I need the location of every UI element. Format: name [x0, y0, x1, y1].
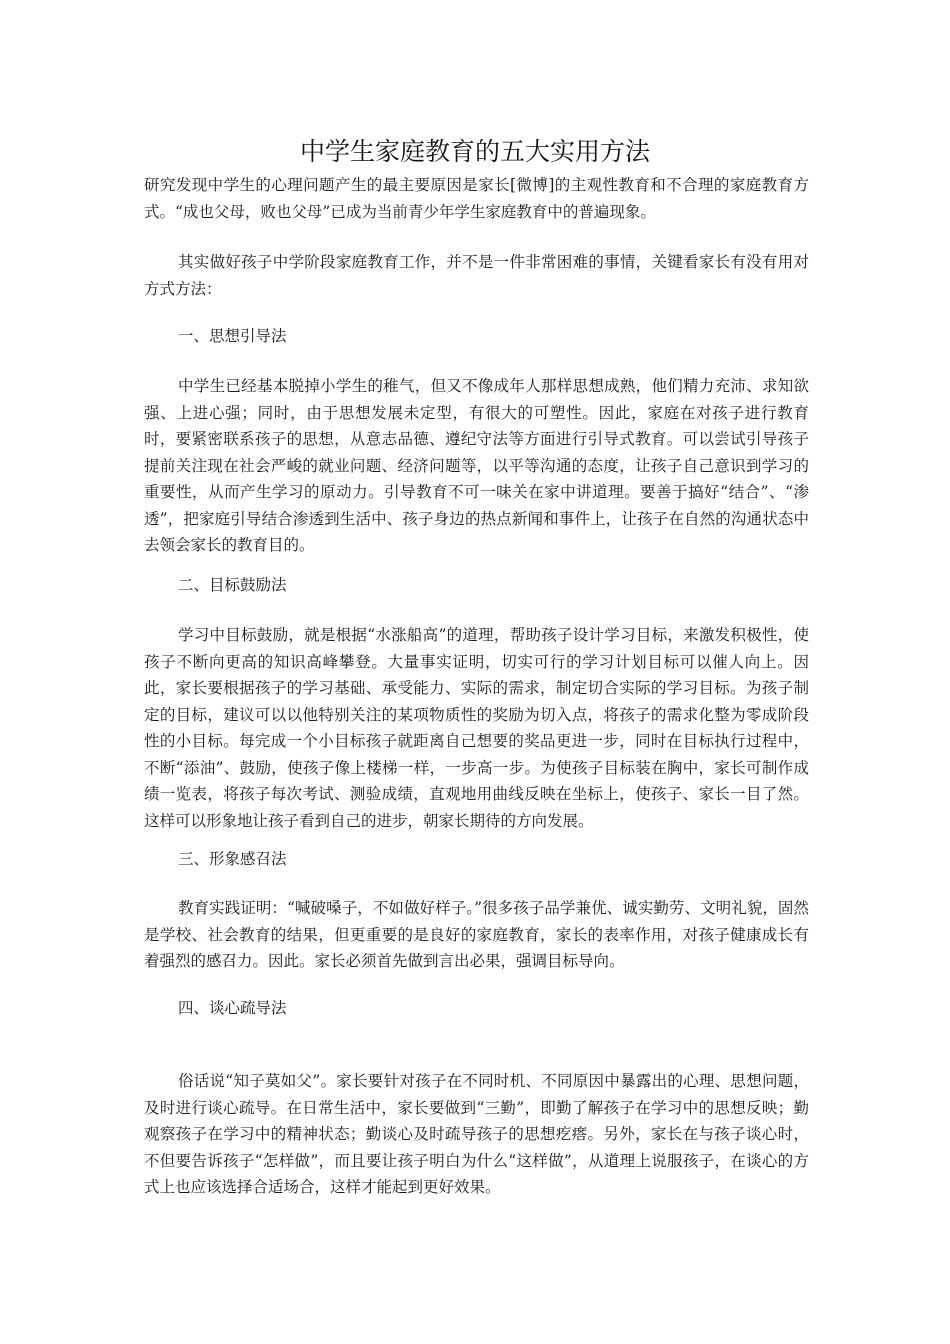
section-4-body: 俗话说“知子莫如父”。家长要针对孩子在不同时机、不同原因中暴露出的心理、思想问题，及时进行谈心疏导。在日常生活中，家长要做到“三勤”，即勤了解孩子在学习中的思想反映；勤观察孩子在学习中的精神状态；勤谈心及时疏导孩子的思想疙瘩。另外，家长在与孩子谈心时，不但要告诉孩子“怎样做”，而且要让孩子明白为什么“这样做”，从道理上说服孩子，在谈心的方式上也应该选择合适场合，这样才能起到更好效果。	[144, 1072, 809, 1196]
document-title: 中学生家庭教育的五大实用方法	[299, 137, 650, 166]
section-1-body: 中学生已经基本脱掉小学生的稚气，但又不像成年人那样思想成熟，他们精力充沛、求知欲强、上进心强；同时，由于思想发展未定型，有很大的可塑性。因此，家庭在对孩子进行教育时，要紧密联系孩子的思想，从意志品德、遵纪守法等方面进行引导式教育。可以尝试引导孩子提前关注现在社会严峻的就业问题、经济问题等，以平等沟通的态度，让孩子自己意识到学习的重要性，从而产生学习的原动力。引导教育不可一味关在家中讲道理。要善于搞好“结合”、“渗透”，把家庭引导结合渗透到生活中、孩子身边的热点新闻和事件上，让孩子在自然的沟通状态中去领会家长的教育目的。	[144, 377, 809, 554]
section-2-heading: 二、目标鼓励法	[178, 576, 287, 594]
section-3-heading: 三、形象感召法	[178, 850, 287, 868]
section-4-heading: 四、谈心疏导法	[178, 999, 287, 1017]
section-1-heading: 一、思想引导法	[178, 327, 287, 345]
lead-paragraph: 其实做好孩子中学阶段家庭教育工作，并不是一件非常困难的事情，关键看家长有没有用对方式方法：	[144, 253, 809, 298]
intro-paragraph: 研究发现中学生的心理问题产生的最主要原因是家长[微博]的主观性教育和不合理的家庭教育方式。“成也父母，败也父母”已成为当前青少年学生家庭教育中的普遍现象。	[144, 176, 809, 221]
section-3-body: 教育实践证明：“喊破嗓子，不如做好样子。”很多孩子品学兼优、诚实勤劳、文明礼貌，固然是学校、社会教育的结果，但更重要的是良好的家庭教育，家长的表率作用，对孩子健康成长有着强烈的感召力。因此。家长必须首先做到言出必果，强调目标导向。	[144, 899, 809, 970]
section-2-body: 学习中目标鼓励，就是根据“水涨船高”的道理，帮助孩子设计学习目标，来激发积极性，使孩子不断向更高的知识高峰攀登。大量事实证明，切实可行的学习计划目标可以催人向上。因此，家长要根据孩子的学习基础、承受能力、实际的需求，制定切合实际的学习目标。为孩子制定的目标，建议可以以他特别关注的某项物质性的奖励为切入点，将孩子的需求化整为零成阶段性的小目标。每完成一个小目标孩子就距离自己想要的奖品更进一步，同时在目标执行过程中，不断“添油”、鼓励，使孩子像上楼梯一样，一步高一步。为使孩子目标装在胸中，家长可制作成绩一览表，将孩子每次考试、测验成绩，直观地用曲线反映在坐标上，使孩子、家长一目了然。这样可以形象地让孩子看到自己的进步，朝家长期待的方向发展。	[144, 626, 809, 830]
